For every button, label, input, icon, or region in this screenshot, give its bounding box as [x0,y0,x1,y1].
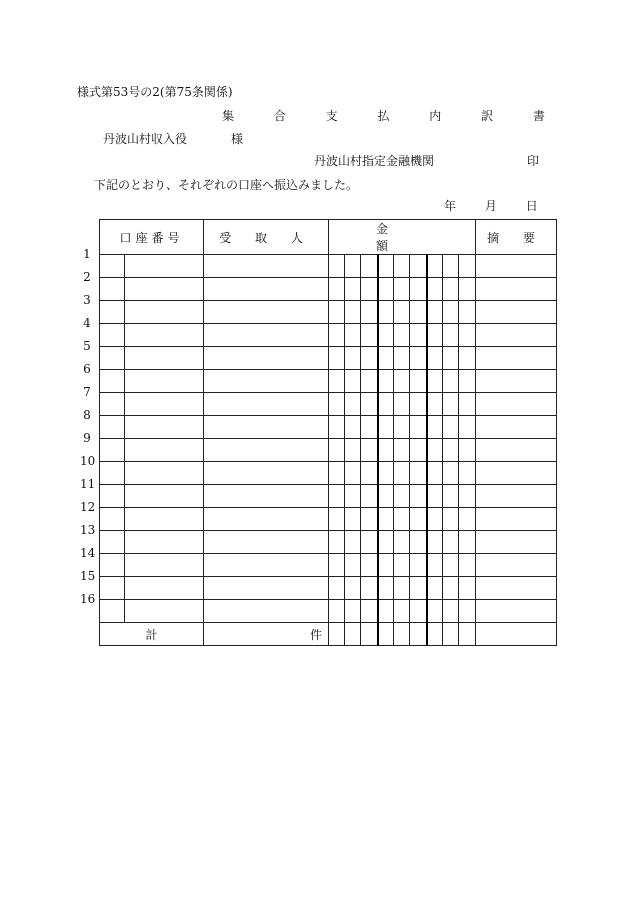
amount-digit-cell[interactable] [443,416,459,439]
amount-digit-cell[interactable] [410,347,427,370]
amount-digit-cell[interactable] [378,301,394,324]
account-number-cell[interactable] [125,347,204,370]
account-prefix-cell[interactable] [100,577,125,600]
amount-digit-cell[interactable] [329,278,345,301]
amount-digit-cell[interactable] [361,554,378,577]
table-row [100,393,557,416]
account-prefix-cell[interactable] [100,554,125,577]
recipient-cell[interactable] [204,554,329,577]
recipient-cell[interactable] [204,462,329,485]
amount-digit-cell[interactable] [459,324,476,347]
amount-digit-cell[interactable] [443,600,459,623]
remarks-cell[interactable] [476,347,557,370]
amount-digit-cell[interactable] [345,439,361,462]
recipient-cell[interactable] [204,301,329,324]
date-year: 年 [444,199,457,213]
amount-digit-cell[interactable] [410,278,427,301]
amount-digit-cell[interactable] [329,600,345,623]
bank-name: 丹波山村指定金融機関 [314,154,435,168]
row-number: 8 [83,408,91,422]
amount-digit-cell[interactable] [329,324,345,347]
amount-digit-cell[interactable] [443,531,459,554]
date-month: 月 [484,199,497,213]
amount-digit-cell[interactable] [378,600,394,623]
header-remarks: 摘 要 [476,220,557,255]
amount-digit-cell[interactable] [394,462,410,485]
recipient-cell[interactable] [204,508,329,531]
amount-digit-cell[interactable] [378,531,394,554]
amount-digit-cell[interactable] [378,462,394,485]
amount-digit-cell[interactable] [394,554,410,577]
amount-digit-cell[interactable] [427,508,443,531]
recipient-cell[interactable] [204,370,329,393]
total-amount-digit-cell[interactable] [329,623,345,646]
table-row [100,370,557,393]
account-prefix-cell[interactable] [100,255,125,278]
amount-digit-cell[interactable] [361,485,378,508]
amount-digit-cell[interactable] [361,439,378,462]
amount-digit-cell[interactable] [410,577,427,600]
recipient-cell[interactable] [204,278,329,301]
amount-digit-cell[interactable] [345,531,361,554]
row-number: 15 [80,569,96,583]
remarks-cell[interactable] [476,393,557,416]
row-number: 5 [83,339,91,353]
addressee: 丹波山村収入役 [103,132,188,146]
amount-digit-cell[interactable] [345,324,361,347]
table-row [100,439,557,462]
amount-digit-cell[interactable] [378,347,394,370]
total-remarks-cell[interactable] [476,623,557,646]
recipient-cell[interactable] [204,347,329,370]
amount-digit-cell[interactable] [378,554,394,577]
amount-digit-cell[interactable] [361,531,378,554]
table-row [100,278,557,301]
amount-digit-cell[interactable] [345,508,361,531]
form-number: 様式第53号の2(第75条関係) [77,85,233,99]
amount-digit-cell[interactable] [410,462,427,485]
table-row [100,324,557,347]
amount-digit-cell[interactable] [427,370,443,393]
amount-digit-cell[interactable] [378,393,394,416]
account-prefix-cell[interactable] [100,301,125,324]
amount-digit-cell[interactable] [361,462,378,485]
amount-digit-cell[interactable] [329,347,345,370]
amount-digit-cell[interactable] [427,485,443,508]
amount-digit-cell[interactable] [329,485,345,508]
total-amount-digit-cell[interactable] [394,623,410,646]
amount-digit-cell[interactable] [378,485,394,508]
amount-digit-cell[interactable] [427,255,443,278]
table-row [100,462,557,485]
row-number: 9 [83,431,91,445]
amount-digit-cell[interactable] [427,554,443,577]
count-label: 件 [310,627,323,642]
remarks-cell[interactable] [476,301,557,324]
remarks-cell[interactable] [476,485,557,508]
amount-digit-cell[interactable] [459,577,476,600]
amount-digit-cell[interactable] [329,416,345,439]
account-prefix-cell[interactable] [100,324,125,347]
document-title: 集 合 支 払 内 訳 書 [222,109,563,123]
total-amount-digit-cell[interactable] [459,623,476,646]
amount-digit-cell[interactable] [459,600,476,623]
row-number: 14 [80,546,96,560]
total-amount-digit-cell[interactable] [427,623,443,646]
recipient-cell[interactable] [204,531,329,554]
row-number: 10 [80,454,96,468]
amount-digit-cell[interactable] [345,301,361,324]
amount-digit-cell[interactable] [329,577,345,600]
table-row [100,416,557,439]
amount-digit-cell[interactable] [361,370,378,393]
total-label: 計 [100,623,204,646]
amount-digit-cell[interactable] [394,531,410,554]
amount-digit-cell[interactable] [345,255,361,278]
amount-digit-cell[interactable] [427,347,443,370]
amount-digit-cell[interactable] [443,324,459,347]
amount-digit-cell[interactable] [394,370,410,393]
remarks-cell[interactable] [476,370,557,393]
amount-digit-cell[interactable] [443,462,459,485]
amount-digit-cell[interactable] [361,393,378,416]
total-amount-digit-cell[interactable] [443,623,459,646]
date-day: 日 [525,199,538,213]
table-row [100,508,557,531]
amount-digit-cell[interactable] [329,508,345,531]
amount-digit-cell[interactable] [329,301,345,324]
account-number-cell[interactable] [125,531,204,554]
remarks-cell[interactable] [476,508,557,531]
amount-digit-cell[interactable] [443,439,459,462]
amount-digit-cell[interactable] [459,439,476,462]
amount-digit-cell[interactable] [394,600,410,623]
table-row [100,347,557,370]
amount-digit-cell[interactable] [361,577,378,600]
amount-digit-cell[interactable] [394,255,410,278]
remarks-cell[interactable] [476,531,557,554]
remarks-cell[interactable] [476,416,557,439]
remarks-cell[interactable] [476,324,557,347]
amount-digit-cell[interactable] [329,462,345,485]
amount-digit-cell[interactable] [410,301,427,324]
amount-digit-cell[interactable] [443,577,459,600]
row-number: 1 [83,247,91,261]
amount-digit-cell[interactable] [410,439,427,462]
account-prefix-cell[interactable] [100,600,125,623]
amount-digit-cell[interactable] [378,439,394,462]
account-prefix-cell[interactable] [100,531,125,554]
recipient-cell[interactable] [204,485,329,508]
honorific: 様 [231,132,244,146]
recipient-cell[interactable] [204,439,329,462]
amount-digit-cell[interactable] [443,554,459,577]
account-number-cell[interactable] [125,577,204,600]
amount-digit-cell[interactable] [459,508,476,531]
amount-digit-cell[interactable] [378,324,394,347]
recipient-cell[interactable] [204,600,329,623]
remarks-cell[interactable] [476,462,557,485]
statement-text: 下記のとおり、それぞれの口座へ振込みました。 [94,178,359,192]
amount-digit-cell[interactable] [459,301,476,324]
amount-digit-cell[interactable] [443,508,459,531]
amount-digit-cell[interactable] [394,577,410,600]
amount-digit-cell[interactable] [345,577,361,600]
amount-digit-cell[interactable] [378,255,394,278]
amount-digit-cell[interactable] [459,278,476,301]
amount-digit-cell[interactable] [378,370,394,393]
row-number: 6 [83,362,91,376]
amount-digit-cell[interactable] [329,393,345,416]
recipient-cell[interactable] [204,577,329,600]
amount-digit-cell[interactable] [394,393,410,416]
amount-digit-cell[interactable] [378,508,394,531]
amount-digit-cell[interactable] [410,370,427,393]
remarks-cell[interactable] [476,554,557,577]
amount-digit-cell[interactable] [361,278,378,301]
account-number-cell[interactable] [125,485,204,508]
amount-digit-cell[interactable] [459,554,476,577]
account-number-cell[interactable] [125,462,204,485]
amount-digit-cell[interactable] [345,370,361,393]
amount-digit-cell[interactable] [345,600,361,623]
amount-digit-cell[interactable] [459,462,476,485]
recipient-cell[interactable] [204,324,329,347]
date-line [444,200,563,212]
amount-digit-cell[interactable] [459,255,476,278]
amount-digit-cell[interactable] [443,278,459,301]
header-row [100,220,557,255]
row-number: 3 [83,293,91,307]
account-prefix-cell[interactable] [100,439,125,462]
account-number-cell[interactable] [125,439,204,462]
amount-digit-cell[interactable] [329,531,345,554]
amount-digit-cell[interactable] [410,508,427,531]
amount-digit-cell[interactable] [410,416,427,439]
amount-digit-cell[interactable] [443,485,459,508]
amount-digit-cell[interactable] [378,577,394,600]
table-row [100,600,557,623]
amount-digit-cell[interactable] [427,301,443,324]
remarks-cell[interactable] [476,439,557,462]
total-amount-digit-cell[interactable] [345,623,361,646]
amount-digit-cell[interactable] [345,393,361,416]
amount-digit-cell[interactable] [427,278,443,301]
amount-digit-cell[interactable] [394,416,410,439]
table-row [100,577,557,600]
seal-mark: 印 [527,154,540,168]
amount-digit-cell[interactable] [427,577,443,600]
account-prefix-cell[interactable] [100,347,125,370]
amount-digit-cell[interactable] [443,347,459,370]
account-number-cell[interactable] [125,324,204,347]
table-row [100,255,557,278]
remarks-cell[interactable] [476,600,557,623]
amount-digit-cell[interactable] [410,485,427,508]
amount-digit-cell[interactable] [378,278,394,301]
account-prefix-cell[interactable] [100,508,125,531]
account-prefix-cell[interactable] [100,416,125,439]
amount-digit-cell[interactable] [394,439,410,462]
account-prefix-cell[interactable] [100,462,125,485]
amount-digit-cell[interactable] [394,301,410,324]
row-number: 7 [83,385,91,399]
amount-digit-cell[interactable] [345,485,361,508]
amount-digit-cell[interactable] [329,554,345,577]
account-number-cell[interactable] [125,416,204,439]
amount-digit-cell[interactable] [394,508,410,531]
remarks-cell[interactable] [476,278,557,301]
amount-digit-cell[interactable] [443,255,459,278]
amount-digit-cell[interactable] [427,439,443,462]
amount-digit-cell[interactable] [394,485,410,508]
amount-digit-cell[interactable] [345,554,361,577]
account-number-cell[interactable] [125,370,204,393]
amount-digit-cell[interactable] [345,416,361,439]
account-number-cell[interactable] [125,278,204,301]
row-number: 13 [80,523,96,537]
amount-digit-cell[interactable] [410,600,427,623]
amount-digit-cell[interactable] [427,416,443,439]
total-amount-digit-cell[interactable] [378,623,394,646]
table-row [100,301,557,324]
amount-digit-cell[interactable] [394,278,410,301]
amount-digit-cell[interactable] [459,485,476,508]
account-prefix-cell[interactable] [100,393,125,416]
amount-digit-cell[interactable] [361,416,378,439]
header-account: 口座番号 [100,220,204,255]
account-prefix-cell[interactable] [100,485,125,508]
amount-digit-cell[interactable] [427,393,443,416]
recipient-cell[interactable] [204,393,329,416]
amount-digit-cell[interactable] [443,370,459,393]
total-amount-digit-cell[interactable] [361,623,378,646]
amount-digit-cell[interactable] [427,531,443,554]
amount-digit-cell[interactable] [361,508,378,531]
row-number: 2 [83,270,91,284]
table-row [100,554,557,577]
amount-digit-cell[interactable] [329,255,345,278]
amount-digit-cell[interactable] [410,393,427,416]
amount-digit-cell[interactable] [361,347,378,370]
amount-digit-cell[interactable] [443,301,459,324]
amount-digit-cell[interactable] [394,324,410,347]
amount-digit-cell[interactable] [361,600,378,623]
account-prefix-cell[interactable] [100,370,125,393]
total-row [100,623,557,646]
amount-digit-cell[interactable] [410,255,427,278]
amount-digit-cell[interactable] [427,324,443,347]
account-number-cell[interactable] [125,393,204,416]
account-number-cell[interactable] [125,301,204,324]
amount-digit-cell[interactable] [345,462,361,485]
total-amount-digit-cell[interactable] [410,623,427,646]
amount-digit-cell[interactable] [459,347,476,370]
amount-digit-cell[interactable] [329,439,345,462]
amount-digit-cell[interactable] [443,393,459,416]
account-number-cell[interactable] [125,600,204,623]
row-number: 11 [80,477,96,491]
amount-digit-cell[interactable] [410,531,427,554]
amount-digit-cell[interactable] [394,347,410,370]
amount-digit-cell[interactable] [361,324,378,347]
amount-digit-cell[interactable] [459,531,476,554]
header-recipient: 受 取 人 [204,220,329,255]
row-number: 12 [80,500,96,514]
amount-digit-cell[interactable] [459,393,476,416]
amount-digit-cell[interactable] [345,347,361,370]
recipient-cell[interactable] [204,416,329,439]
amount-digit-cell[interactable] [459,416,476,439]
account-number-cell[interactable] [125,508,204,531]
table-row [100,531,557,554]
row-number: 16 [80,592,96,606]
transfer-table [99,219,557,646]
amount-digit-cell[interactable] [345,278,361,301]
header-amount: 金 額 [329,220,476,255]
account-number-cell[interactable] [125,554,204,577]
count-cell[interactable] [204,623,329,646]
table-row [100,485,557,508]
amount-digit-cell[interactable] [427,600,443,623]
account-number-cell[interactable] [125,255,204,278]
recipient-cell[interactable] [204,255,329,278]
amount-digit-cell[interactable] [329,370,345,393]
amount-digit-cell[interactable] [459,370,476,393]
amount-digit-cell[interactable] [361,301,378,324]
remarks-cell[interactable] [476,577,557,600]
amount-digit-cell[interactable] [361,255,378,278]
account-prefix-cell[interactable] [100,278,125,301]
amount-digit-cell[interactable] [378,416,394,439]
remarks-cell[interactable] [476,255,557,278]
amount-digit-cell[interactable] [410,554,427,577]
row-number: 4 [83,316,91,330]
amount-digit-cell[interactable] [410,324,427,347]
amount-digit-cell[interactable] [427,462,443,485]
